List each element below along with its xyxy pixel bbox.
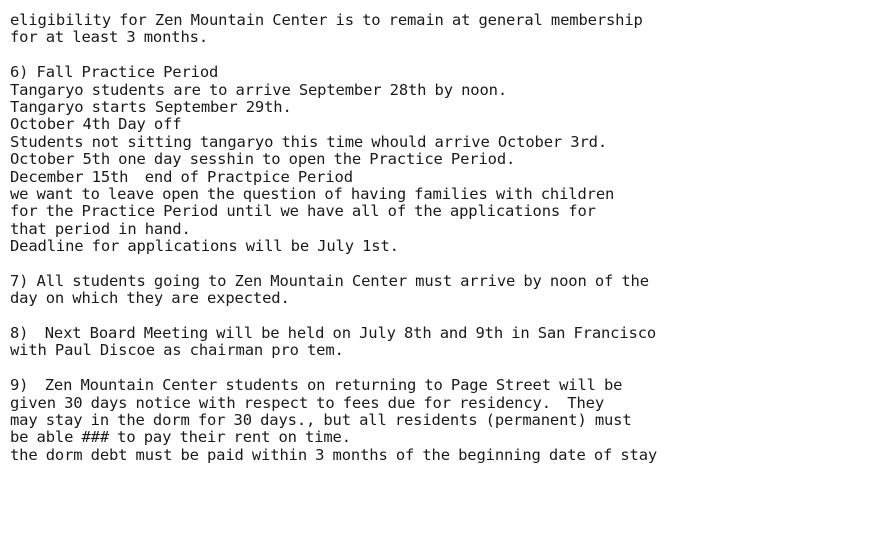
text-line: may stay in the dorm for 30 days., but all residents (permanent) must [10,410,632,429]
text-line: Tangaryo starts September 29th. [10,97,292,116]
text-line: day on which they are expected. [10,289,290,308]
text-line: December 15th end of Practpice Period [10,167,353,186]
paragraph-gap [10,360,888,377]
text-line: October 4th Day off [10,115,182,134]
text-line: October 5th one day sesshin to open the Practice Period. [10,150,516,169]
text-line: that period in hand. [10,219,191,238]
text-line: eligibility for Zen Mountain Center is to remain at general membership [10,11,643,29]
text-line: for the Practice Period until we have all of the applications for [10,202,596,221]
text-line: with Paul Discoe as chairman pro tem. [10,341,344,360]
text-line: Deadline for applications will be July 1st. [10,237,399,256]
paragraph-gap [10,255,888,272]
text-line: 9) Zen Mountain Center students on returning to Page Street will be [10,376,623,395]
text-line: 7) All students going to Zen Mountain Center must arrive by noon of the [10,271,649,290]
text-line: Tangaryo students are to arrive September 28th by noon. [10,80,507,99]
paragraph-item-8 [10,325,888,360]
paragraph-item-7 [10,273,888,308]
text-line: given 30 days notice with respect to fees due for residency. They [10,393,604,412]
text-line: 8) Next Board Meeting will be held on July 8th and 9th in San Francisco [10,324,657,343]
paragraph-item-9 [10,377,888,464]
text-line: the dorm debt must be paid within 3 months of the beginning date of stay [10,445,658,464]
document-page [10,12,888,464]
paragraph-item-6 [10,64,888,255]
text-line: for at least 3 months. [10,28,208,47]
paragraph-gap [10,47,888,64]
text-line: be able ### to pay their rent on time. [10,428,351,447]
text-line: we want to leave open the question of having families with children [10,184,615,203]
text-line: Students not sitting tangaryo this time whould arrive October 3rd. [10,132,607,151]
section-heading: 6) Fall Practice Period [10,63,219,82]
paragraph-intro [10,12,888,47]
paragraph-gap [10,308,888,325]
